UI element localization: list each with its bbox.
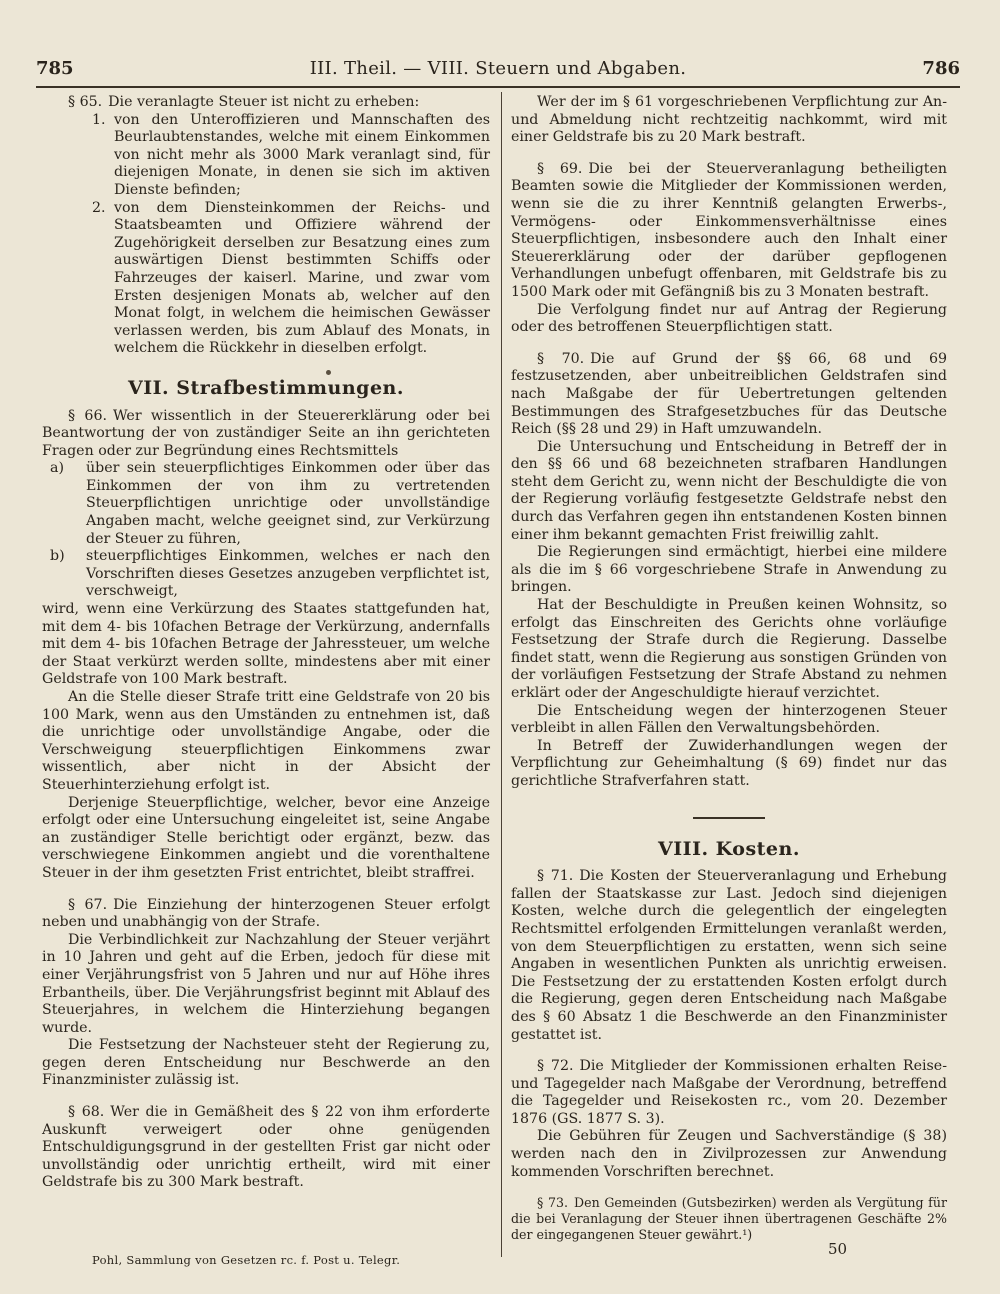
left-column: [42, 94, 490, 1192]
page-header: [36, 56, 960, 88]
section-65-item-2: 2. von dem Diensteinkommen der Reichs- und Staatsbeamten und Offiziere während der Zugehörigkeit derselben zur Besatzung eines zum auswärtigen Dienst bestimmten Schiffs oder Fahrzeuges der kaiserl. Marine, und zwar vom Ersten desjenigen Monats ab, welcher auf den Monat folgt, in welchem die heimischen Gewässer verlassen werden, bis zum Ablauf des Monats, in welchem die Rückkehr in dieselben erfolgt.: [92, 199, 490, 357]
printer-footnote: Pohl, Sammlung von Gesetzen rc. f. Post u. Telegr.: [92, 1253, 401, 1267]
column-divider: [501, 92, 502, 1257]
section-70-para-4: Hat der Beschuldigte in Preußen keinen Wohnsitz, so erfolgt das Einschreiten des Gerichts ohne vorläufige Festsetzung der Strafe durch die Regierung. Dasselbe findet statt, wenn die Regierung aus sonstigen Gründen von der vorläufigen Festsetzung der Strafe Abstand zu nehmen erklärt oder der Angeschuldigte hierauf verzichtet.: [511, 597, 947, 701]
section-66-intro: § 66. Wer wissentlich in der Steuererklärung oder bei Beantwortung der von zuständiger Seite an ihn gerichteten Fragen oder zur Begründung eines Rechtsmittels: [42, 407, 491, 459]
section-73-para-1: § 73. Den Gemeinden (Gutsbezirken) werden als Vergütung für die bei Veranlagung der Steuer ihnen übertragenen Geschäfte 2% der eingegangenen Steuer gewährt.¹): [511, 1195, 947, 1243]
section-70-para-5: Die Entscheidung wegen der hinterzogenen Steuer verbleibt in allen Fällen den Verwaltungsbehörden.: [511, 702, 947, 737]
heading-vii: VII. Strafbestimmungen.: [128, 376, 404, 399]
right-column: [511, 94, 947, 1243]
section-68-continuation: Wer der im § 61 vorgeschriebenen Verpflichtung zur An- und Abmeldung nicht rechtzeitig nachkommt, wird mit einer Geldstrafe bis zu 20 Mark bestraft.: [511, 94, 947, 146]
heading-viii: VIII. Kosten.: [658, 837, 800, 860]
section-66-para-2: An die Stelle dieser Strafe tritt eine Geldstrafe von 20 bis 100 Mark, wenn aus den Umständen zu entnehmen ist, daß die unrichtige oder unvollständige Angabe, oder die Verschweigung steuerpflichtigen Einkommens zwar wissentlich, aber nicht in der Absicht der Steuerhinterziehung erfolgt ist.: [42, 689, 490, 793]
section-65-intro: § 65. Die veranlagte Steuer ist nicht zu erheben:: [68, 94, 420, 110]
section-72-para-2: Die Gebühren für Zeugen und Sachverständige (§ 38) werden nach den in Zivilprozessen zur Anwendung kommenden Vorschriften berechnet.: [511, 1128, 947, 1180]
section-rule: [693, 817, 765, 819]
section-68-para-1: § 68. Wer die in Gemäßheit des § 22 von ihm erforderte Auskunft verweigert oder ohne genügenden Entschuldigungsgrund in der gestellten Frist gar nicht oder unvollständig oder unrichtig ertheilt, wird mit einer Geldstrafe bis zu 300 Mark bestraft.: [42, 1104, 490, 1191]
section-67-para-3: Die Festsetzung der Nachsteuer steht der Regierung zu, gegen deren Entscheidung nur Beschwerde an den Finanzminister zulässig ist.: [42, 1037, 490, 1089]
section-70-para-3: Die Regierungen sind ermächtigt, hierbei eine mildere als die im § 66 vorgeschriebene Strafe in Anwendung zu bringen.: [511, 544, 947, 596]
section-71-para-1: § 71. Die Kosten der Steuerveranlagung und Erhebung fallen der Staatskasse zur Last. Jedoch sind diejenigen Kosten, welche durch die gelegentlich der eingelegten Rechtsmittel erfolgenden Ermittelungen veranlaßt werden, von dem Steuerpflichtigen zu erstatten, wenn sich seine Angaben in wesentlichen Punkten als unrichtig erweisen. Die Festsetzung der zu erstattenden Kosten erfolgt durch die Regierung, gegen deren Entscheidung nach Maßgabe des § 60 Absatz 1 die Beschwerde an den Finanzminister gestattet ist.: [511, 868, 948, 1043]
page-number-right: 786: [922, 58, 960, 79]
section-66-item-a: a) über sein steuerpflichtiges Einkommen oder über das Einkommen der von ihm zu vertretenden Steuerpflichtigen unrichtige oder unvollständige Angaben macht, welche geeignet sind, zur Verkürzung der Steuer zu führen,: [50, 460, 490, 547]
signature-mark: 50: [828, 1240, 848, 1258]
section-70-para-1: § 70. Die auf Grund der §§ 66, 68 und 69 festzusetzenden, aber unbeitreiblichen Geldstrafen sind nach Maßgabe der für Uebertretungen geltenden Bestimmungen des Strafgesetzbuches für das Deutsche Reich (§§ 28 und 29) in Haft umzuwandeln.: [511, 350, 948, 438]
section-69-para-2: Die Verfolgung findet nur auf Antrag der Regierung oder des betroffenen Steuerpflichtigen statt.: [511, 301, 947, 336]
running-title: III. Theil. — VIII. Steuern und Abgaben.: [309, 58, 687, 79]
section-65-item-1: 1. von den Unteroffizieren und Mannschaften des Beurlaubtenstandes, welche mit einem Einkommen von nicht mehr als 3000 Mark veranlagt sind, für diejenigen Monate, in denen sie sich im aktiven Dienste befinden;: [92, 111, 490, 198]
section-69-para-1: § 69. Die bei der Steuerveranlagung betheiligten Beamten sowie die Mitglieder der Kommissionen werden, wenn sie die zu ihrer Kenntniß gelangten Erwerbs-, Vermögens- oder Einkommensverhältnisse eines Steuerpflichtigen, insbesondere auch den Inhalt einer Steuererklärung oder der darüber gepflogenen Verhandlungen unbefugt offenbaren, mit Geldstrafe bis zu 1500 Mark oder mit Gefängniß bis zu 3 Monaten bestraft.: [511, 160, 948, 300]
page-number-left: 785: [36, 58, 74, 79]
section-66-item-b: b) steuerpflichtiges Einkommen, welches er nach den Vorschriften dieses Gesetzes anzugeben verpflichtet ist, verschweigt,: [50, 548, 490, 600]
section-67-para-1: § 67. Die Einziehung der hinterzogenen Steuer erfolgt neben und unabhängig von der Strafe.: [42, 896, 490, 931]
section-70-para-2: Die Untersuchung und Entscheidung in Betreff der in den §§ 66 und 68 bezeichneten strafbaren Handlungen steht dem Gericht zu, wenn nicht der Beschuldigte die von der Regierung vorläufig festgesetzte Geldstrafe nebst den durch das Verfahren gegen ihn entstandenen Kosten binnen einer ihm bekannt gemachten Frist freiwillig zahlt.: [511, 438, 947, 543]
section-70-para-6: In Betreff der Zuwiderhandlungen wegen der Verpflichtung zur Geheimhaltung (§ 69) findet nur das gerichtliche Strafverfahren statt.: [511, 737, 947, 789]
section-72-para-1: § 72. Die Mitglieder der Kommissionen erhalten Reise- und Tagegelder nach Maßgabe der Verordnung, betreffend die Tagegelder und Reisekosten rc., vom 20. Dezember 1876 (GS. 1877 S. 3).: [511, 1058, 947, 1127]
section-66-para-1: wird, wenn eine Verkürzung des Staates stattgefunden hat, mit dem 4- bis 10fachen Betrage der Verkürzung, andernfalls mit dem 4- bis 10fachen Betrage der Jahressteuer, um welche der Staat verkürzt werden sollte, mindestens aber mit einer Geldstrafe von 100 Mark bestraft.: [42, 601, 490, 688]
section-67-para-2: Die Verbindlichkeit zur Nachzahlung der Steuer verjährt in 10 Jahren und geht auf die Erben, jedoch für diese mit einer Verjährungsfrist von 5 Jahren und nur auf Höhe ihres Erbantheils, über. Die Verjährungsfrist beginnt mit Ablauf des Steuerjahres, in welchem die Hinterziehung begangen wurde.: [42, 931, 490, 1036]
section-66-para-3: Derjenige Steuerpflichtige, welcher, bevor eine Anzeige erfolgt oder eine Untersuchung eingeleitet ist, seine Angabe an zuständiger Stelle berichtigt oder ergänzt, bezw. das verschwiegene Einkommen angiebt und die vorenthaltene Steuer in der ihm gesetzten Frist entrichtet, bleibt straffrei.: [42, 794, 490, 881]
